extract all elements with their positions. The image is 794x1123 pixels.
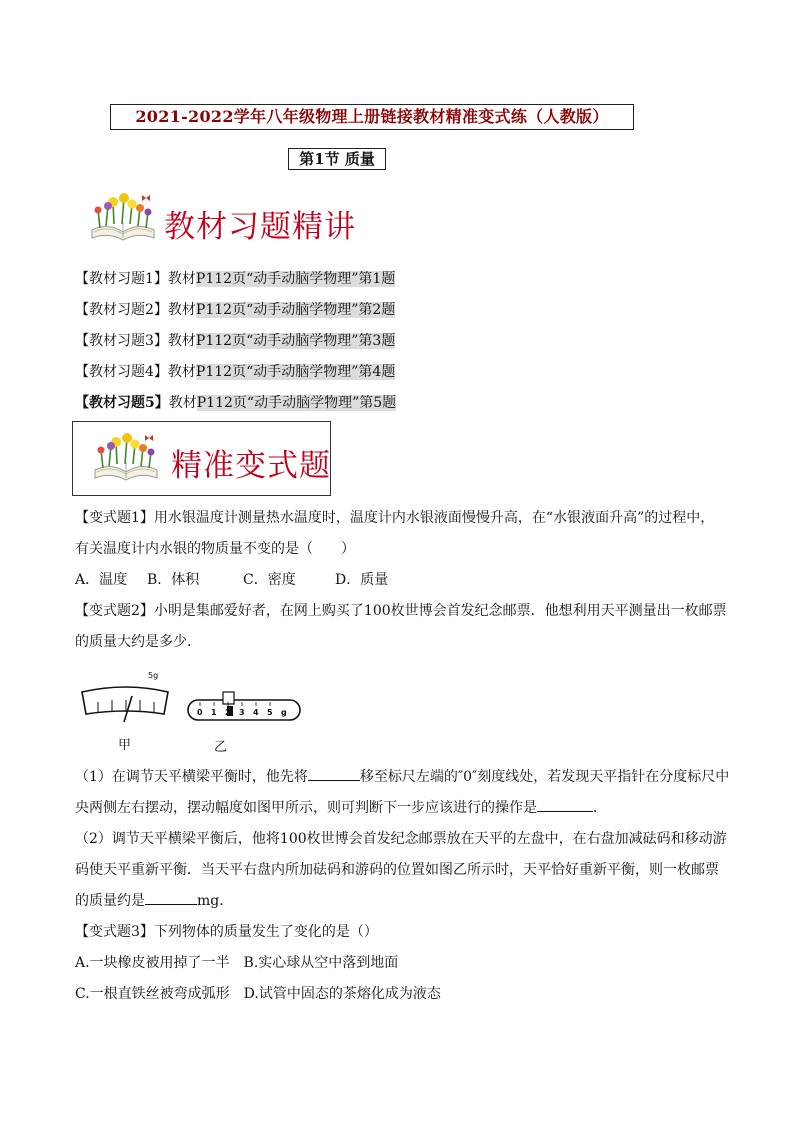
scale-tick-label: 4 bbox=[253, 708, 259, 717]
answer-blank[interactable] bbox=[537, 796, 593, 812]
scale-tick-label: g bbox=[281, 708, 287, 717]
textbook-exercise-item: 【教材习题4】教材P112页“动手动脑学物理”第4题 bbox=[75, 364, 396, 380]
banner-title: 教材习题精讲 bbox=[164, 209, 356, 245]
option-d: D．质量 bbox=[335, 572, 389, 588]
book-flowers-icon bbox=[86, 192, 160, 244]
figure-caption-jia: 甲 bbox=[118, 738, 132, 753]
option-a: A．温度 bbox=[75, 572, 128, 588]
textbook-exercise-item: 【教材习题3】教材P112页“动手动脑学物理”第3题 bbox=[75, 333, 396, 349]
scale-tick-label: 1 bbox=[211, 708, 217, 717]
scale-tick-label: 0 bbox=[197, 708, 203, 717]
question-label: 【变式题2】 bbox=[75, 603, 154, 619]
figure-caption-yi: 乙 bbox=[214, 740, 228, 755]
question-2 bbox=[75, 596, 735, 658]
question-1 bbox=[75, 503, 735, 596]
question-2-line1: 【变式题2】小明是集邮爱好者，在网上购买了100枚世博会首发纪念邮票．他想利用天平测量出一枚邮票 bbox=[75, 603, 727, 619]
question-label: 【变式题1】 bbox=[75, 510, 154, 526]
textbook-exercise-item: 【教材习题5】教材P112页“动手动脑学物理”第5题 bbox=[75, 395, 397, 411]
question-2-subparts: （1）在调节天平横梁平衡时，他先将 移至标尺左端的″0″刻度线处，若发现天平指针在分度标尺中 央两侧左右摆动，摆动幅度如图甲所示，则可判断下一步应该进行的操作是 ． （2）调节天平横梁平衡后，他将100枚世博会首发纪念邮票放在天平的左盘中，在右盘加减砝码和移动游 码使天平重新平衡．当天平右盘内所加砝码和游码的位置如图乙所示时，天平恰好重新平衡，则一枚邮票 的质量约是 mg． bbox=[75, 762, 735, 917]
banner-textbook-exercises bbox=[82, 196, 372, 246]
option-b: B．体积 bbox=[147, 572, 200, 588]
balance-figure bbox=[76, 670, 306, 730]
document-title: 2021-2022学年八年级物理上册链接教材精准变式练（人教版） bbox=[110, 104, 634, 130]
textbook-exercise-item: 【教材习题2】教材P112页“动手动脑学物理”第2题 bbox=[75, 302, 396, 318]
question-1-options bbox=[75, 565, 735, 596]
textbook-exercise-item: 【教材习题1】教材P112页“动手动脑学物理”第1题 bbox=[75, 271, 396, 287]
answer-blank[interactable] bbox=[308, 765, 360, 781]
question-label: 【变式题3】 bbox=[75, 924, 154, 940]
question-1-line2: 有关温度计内水银的物质量不变的是（ ） bbox=[75, 541, 355, 557]
question-2-line2: 的质量大约是多少． bbox=[75, 634, 201, 650]
scale-tick-label: 3 bbox=[239, 708, 245, 717]
option-c: C．密度 bbox=[243, 572, 296, 588]
weight-label: 5g bbox=[148, 671, 159, 680]
section-title: 第1节 质量 bbox=[288, 148, 386, 170]
banner-variant-questions bbox=[72, 421, 331, 496]
banner-title: 精准变式题 bbox=[171, 448, 331, 484]
answer-blank[interactable] bbox=[145, 889, 197, 905]
scale-tick-label: 2 bbox=[225, 708, 231, 717]
question-1-line1: 【变式题1】用水银温度计测量热水温度时，温度计内水银液面慢慢升高，在“水银液面升高”的过程中， bbox=[75, 510, 715, 526]
question-3: 【变式题3】下列物体的质量发生了变化的是（） A.一块橡皮被用掉了一半 B.实心球从空中落到地面 C.一根直铁丝被弯成弧形 D.试管中固态的茶熔化成为液态 bbox=[75, 924, 441, 1002]
scale-tick-label: 5 bbox=[267, 708, 273, 717]
book-flowers-icon bbox=[89, 432, 163, 484]
pointer-scale-figure bbox=[82, 687, 168, 722]
